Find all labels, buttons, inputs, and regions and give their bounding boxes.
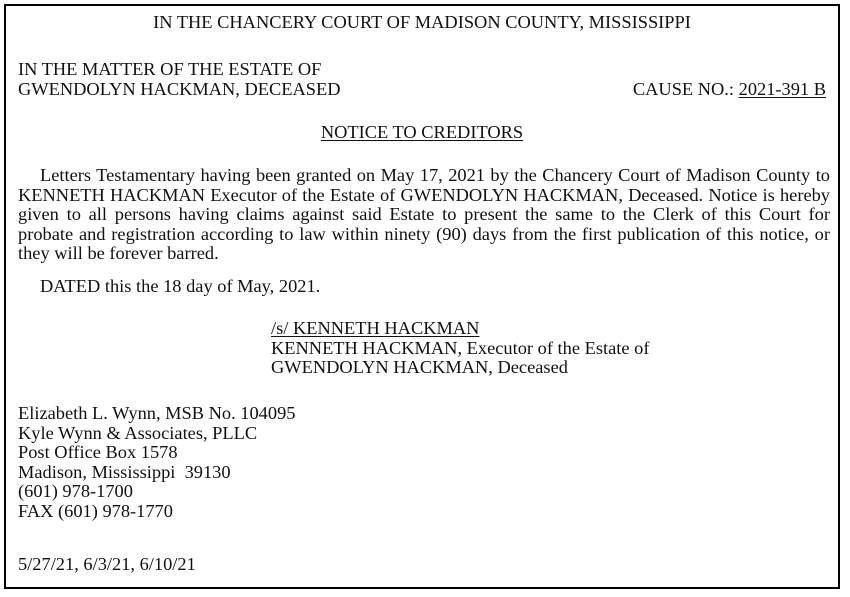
body-paragraph: Letters Testamentary having been granted on May 17, 2021 by the Chancery Court of Madison County to KENNETH HACKMAN Executor of the Estate of GWENDOLYN HACKMAN, Deceased. Notice is hereby given to all persons having claims against said Estate to present the same to the Clerk of this Court for probate and registration according to law within ninety (90) days from the first publication of this notice, or they will be forever barred. (18, 165, 830, 264)
attorney-address-1: Post Office Box 1578 (18, 442, 178, 463)
cause-number-block (633, 80, 826, 100)
matter-caption (18, 60, 341, 99)
attorney-block (18, 404, 295, 522)
matter-line-2: GWENDOLYN HACKMAN, DECEASED (18, 78, 341, 99)
notice-body (18, 166, 830, 264)
notice-title-text: NOTICE TO CREDITORS (320, 122, 524, 142)
publication-dates: 5/27/21, 6/3/21, 6/10/21 (18, 554, 196, 574)
matter-line-1: IN THE MATTER OF THE ESTATE OF (18, 59, 322, 79)
attorney-fax: FAX (601) 978-1770 (18, 500, 173, 521)
dated-line: DATED this the 18 day of May, 2021. (40, 276, 321, 296)
court-heading: IN THE CHANCERY COURT OF MADISON COUNTY, MISSISSIPPI (153, 12, 691, 32)
notice-title (6, 123, 838, 143)
cause-number: 2021-391 B (738, 79, 826, 99)
signature-block (271, 319, 649, 378)
signature-title-1: KENNETH HACKMAN, Executor of the Estate of (271, 337, 650, 358)
attorney-phone: (601) 978-1700 (18, 481, 133, 502)
signature-line: /s/ KENNETH HACKMAN (271, 318, 480, 338)
attorney-name: Elizabeth L. Wynn, MSB No. 104095 (18, 403, 296, 423)
attorney-firm: Kyle Wynn & Associates, PLLC (18, 422, 258, 443)
legal-notice (4, 4, 840, 589)
signature-title-2: GWENDOLYN HACKMAN, Deceased (271, 357, 568, 378)
cause-label: CAUSE NO.: (632, 79, 735, 99)
attorney-address-2: Madison, Mississippi 39130 (18, 461, 231, 482)
